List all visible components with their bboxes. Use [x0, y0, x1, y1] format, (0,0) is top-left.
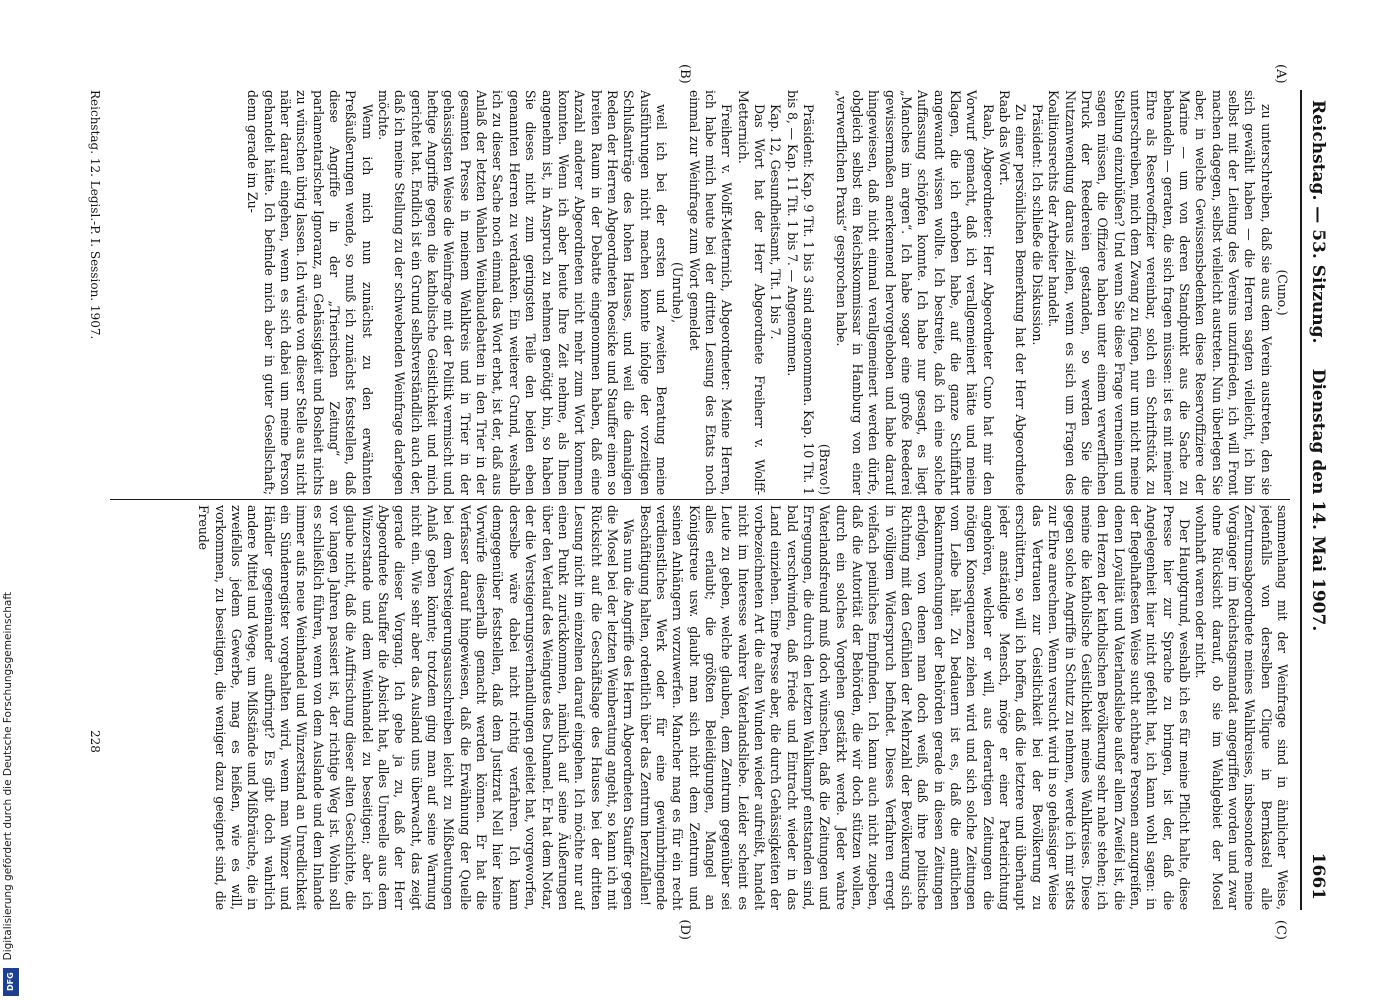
footer-sheet-number: 228 [87, 730, 102, 753]
paragraph: Präsident: Kap. 9 Tit. 1 bis 3 sind angenommen. Kap. 10 Tit. 1 bis 8, — Kap. 11 Tit. 1 bis 7. — Angenommen. [784, 90, 816, 495]
paragraph: zu unterschreiben, daß sie aus dem Verein austreten, den sie sich gewählt haben — die Herren sagten vielleicht, ich bin selbst mit der Leitung des Vereins unzufrieden, ich will Front machen dagegen, selbst vielleicht austreten. Nun überlegen Sie aber, in welche Gewissensbedenken diese Reservoffiziere der Marine — um von deren Standpunkt aus die Sache zu behandeln — geraten, die sich fragen müssen: ist es mit meiner Ehre als Reserveoffizier vereinbar, solch ein Schriftstück zu unterschreiben, mich dem Zwang zu fügen, nur um nicht meine Stellung einzubüßen? Und wenn Sie diese Frage verneinen und sagen müssen, die Offiziere haben unter einem verwerflichen Druck der Reedereien gestanden, so werden Sie die Nutzanwendung daraus ziehen, wenn es sich um Fragen des Koalitionsrechts der Arbeiter handelt. [1045, 90, 1274, 495]
footer-legislature: Reichstag. 12. Legisl.-P. I. Session. 1907. [87, 90, 102, 340]
paragraph: Kap. 12, Gesundheitsamt, Tit. 1 bis 7. [767, 104, 783, 340]
header-rule [1300, 90, 1302, 910]
margin-marker-d: (D) [676, 919, 692, 940]
column-divider [110, 499, 1290, 500]
paragraph: sammenhang mit der Weinfrage sind in ähnlicher Weise, jedenfalls von derselben Clique in Bernkastel alle Zentrumsabgeordnete meines Wahlkreises, insbesondere meine Vorgänger im Reichstagsmandat angegriffen worden und zwar ohne Rücksicht darauf, ob sie im Wahlgebiet der Mosel wohnhaft waren oder nicht. [1192, 505, 1290, 910]
header-session: Reichstag. — 53. Sitzung. [1307, 100, 1328, 344]
paragraph: Raab, Abgeordneter: Herr Abgeordneter Cuno hat mir den Vorwurf gemacht, daß ich verallgemeinert hätte und meine Klagen, die ich erhoben habe, auf die ganze Schiffahrt angewandt wissen wollte. Ich bestreite, daß ich eine solche Auffassung schöpfen konnte. Ich habe nur gesagt, es liegt „Manches im argen“. Ich habe sogar eine große Reederei gewissermaßen anerkennend hervorgehoben und habe darauf hingewiesen, daß nicht einmal verallgemeinert werden dürfe, obgleich selbst ein Reichskommissar in Hamburg von einer „verwerflichen Praxis“ gesprochen habe. [833, 90, 996, 495]
page-header [1302, 70, 1328, 930]
paragraph: Freiherr v. Wolff-Metternich, Abgeordneter: Meine Herren, ich habe mich heute bei der dritten Lesung des Etats noch einmal zur Weinfrage zum Wort gemeldet [686, 90, 734, 495]
paragraph: weil ich bei der ersten und zweiten Beratung meine Ausführungen nicht machen konnte infolge der vorzeitigen Schlußanträge des hohen Hauses, und weil die damaligen Reden der Herren Abgeordneten Roesicke und Stauffer einen so breiten Raum in der Debatte eingenommen haben, daß eine Anzahl anderer Abgeordneten nicht mehr zum Wort kommen konnten. Wenn ich aber heute Ihre Zeit nehme, als Ihnen angenehm ist, in Anspruch zu nehmen genötigt bin, so haben Sie dieses nicht zum geringsten Teile den beiden eben genannten Herren zu verdanken. Ein weiterer Grund, weshalb ich zu dieser Sache noch einmal das Wort erbat, ist der, daß aus Anlaß der letzten Wahlen Weinbaudebatten in den Trier in der gesamten Presse in meinem Wahlkreis und in Trier in der gehässigsten Weise die Weinfrage mit der Politik vermischt und heftige Angriffe gegen die katholische Geistlichkeit und mich gerichtet hat. Endlich ist ein Grund selbstverständlich auch der, daß ich meine Stellung zu der schwebenden Weinfrage darlegen möchte. [375, 90, 669, 495]
header-date: Dienstag den 14. Mai 1907. [1307, 368, 1328, 632]
credit-text: Digitalisierung gefördert durch die Deutsche Forschungsgemeinschaft [2, 591, 14, 960]
paragraph: Wenn ich mich nun zunächst zu den erwähnten Preßäußerungen wende, so muß ich zunächst feststellen, daß diese Angriffe in der „Trierischen Zeitung“ an parlamentarischer Ignoranz, an Gehässigkeit und Bosheit nichts zu wünschen übrig lassen. Ich würde von dieser Stelle aus nicht näher darauf eingehen, wenn es sich dabei um meine Person gehandelt hätte. Ich befinde mich aber in guter Gesellschaft; denn gerade im Zu- [244, 90, 375, 495]
paragraph: (Cuno.) [1274, 269, 1290, 316]
dfg-logo: DFG [3, 968, 19, 996]
digitization-credit [0, 520, 22, 1000]
paragraph: Was nun die Angriffe des Herrn Abgeordneten Stauffer gegen die Mosel bei der letzten Weinberatung angeht, so kann ich mit Rücksicht auf die Geschäftslage des Hauses bei der dritten Lesung nicht im einzelnen darauf eingehen. Ich möchte nur auf einen Punkt zurückkommen, nämlich auf seine Äußerungen über den Verlauf des Weingutes des Duhamel. Er hat dem Notar, der die Versteigerungsverhandlungen geleitet hat, vorgeworfen, derselbe wäre dabei nicht richtig verfahren. Ich kann demgegenüber feststellen, daß dem Justizrat Nell hier keine Vorwürfe dieserhalb gemacht werden können. Er hat die Verfasser darauf hingewiesen, daß die Erwähnung der Quelle bei dem Versteigerungsausschreiben leicht zu Mißbeutungen Anlaß geben könnte; trotzdem ging man auf seine Warnung nicht ein. Wie sehr aber das Ausland uns überwacht, das zeigt gerade dieser Vorgang. Ich gebe ja zu, daß der Herr Abgeordnete Stauffer die Absicht hat, alles Unreelle aus dem Winzerstande und dem Weinhandel zu beseitigen; aber ich glaube nicht, daß die Auffrischung dieser alten Geschichte, die vor langen Jahren passiert ist, der richtige Weg ist. Wohin soll es schließlich führen, wenn von dem Auslande und dem Inlande immer aufs neue Weinhandel und Winzerstand an Unredlichkeit ein Sündenregister vorgehalten wird, wenn man Winzer und Händler gegeneinander aufbringt? Es gibt doch wahrlich andere Mittel und Wege, um Mißstände und Mißbräuche, die in zweifellos jedem Gewerbe, mag es heißen, wie es will, vorkommen, zu beseitigen, die weniger dazu geeignet sind, die Freude [195, 505, 636, 910]
margin-marker-c: (C) [1272, 919, 1288, 940]
right-column [110, 505, 1290, 910]
paragraph: Das Wort hat der Herr Abgeordnete Freiherr v. Wolff-Metternich. [735, 90, 767, 495]
margin-marker-b: (B) [676, 64, 692, 84]
paragraph: Der Hauptgrund, weshalb ich es für meine Pflicht halte, diese Presse hier zur Sprache zu bringen, ist der, daß die Angelegenheit hier nicht gefehlt hat, ich kann wohl sagen: in der flegelhaftesten Weise sucht achtbare Personen anzugreifen, denen Loyalität und Vaterlandsliebe außer allem Zweifel ist, die den Herzen der katholischen Bevölkerung sehr nahe stehen; ich meine die katholische Geistlichkeit meines Wahlkreises. Diese gegen solche Angriffe in Schutz zu nehmen, werde ich mir stets zur Ehre anrechnen. Wenn versucht wird in so gehässiger Weise das Vertrauen zur Geistlichkeit bei der Bevölkerung zu erschüttern, so will ich hoffen, daß die letztere und überhaupt jeder anständige Mensch, möge er einer Parteirichtung angehören, welcher er will, aus derartigen Zeitungen die nötigen Konsequenzen ziehen wird und sich solche Zeitungen vom Leibe hält. Zu bedauern ist es, daß die amtlichen Bekanntmachungen der Behörden gerade in diesen Zeitungen erfolgen, von denen man doch weiß, daß ihre politische Richtung mit den Gefühlen der Mehrzahl der Bevölkerung sich in völligem Widerspruch befindet. Dieses Verfahren erregt vielfach peinliches Empfinden. Ich kann auch nicht zugeben, daß die Autorität der Behörden, die wir doch stützen wollen, durch ein solches Vorgehen gestärkt werde. Jeder wahre Vaterlandsfreund muß doch wünschen, daß die Zeitungen und Erregungen, die durch den letzten Wahlkampf entstanden sind, bald verschwinden, daß Friede und Eintracht wieder in das Land einziehen. Eine Presse aber, die durch Gehässigkeiten der vorbezeichneten Art die alten Wunden wieder aufreißt, handelt nicht im Interesse wahrer Vaterlandsliebe. Leider scheint es Leute zu geben, welche glauben, dem Zentrum gegenüber sei alles erlaubt; die größten Beleidigungen, Mangel an Königstreue usw. glaubt man sich nicht dem Zentrum und seinen Anhängern vorzuwerfen. Mancher mag es für ein recht verdienstliches Werk oder für eine gewinnbringende Beschäftigung halten, ordentlich über das Zentrum herzufallen! [637, 505, 1192, 910]
paragraph: Präsident: Ich schließe die Diskussion. [1029, 104, 1045, 346]
header-page-number: 1661 [1307, 852, 1328, 900]
document-page [42, 50, 1342, 950]
paragraph: (Unruhe), [669, 262, 685, 323]
left-column [110, 90, 1290, 495]
paragraph: (Bravo!) [816, 443, 832, 495]
margin-marker-a: (A) [1272, 64, 1288, 84]
paragraph: Zu einer persönlichen Bemerkung hat der Herr Abgeordnete Raab das Wort. [996, 90, 1028, 495]
